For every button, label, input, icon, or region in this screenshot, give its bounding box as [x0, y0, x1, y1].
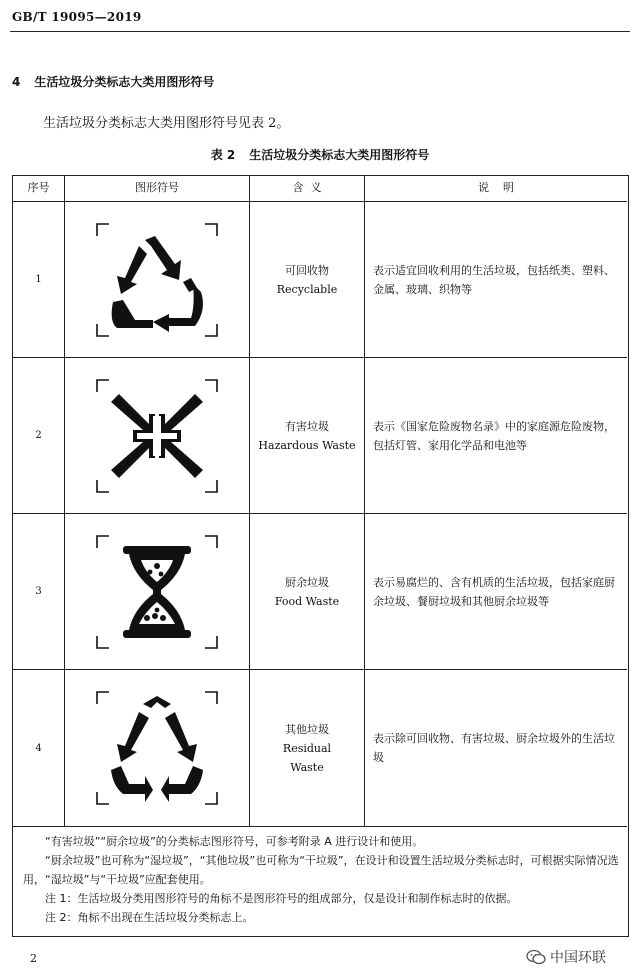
table-title-text: 生活垃圾分类标志大类用图形符号: [249, 148, 430, 162]
row-meaning: [250, 514, 364, 669]
meaning-en: Food Waste: [274, 594, 340, 608]
header-seq: 序号: [27, 181, 50, 194]
table-notes: [23, 832, 619, 927]
section-title: 生活垃圾分类标志大类用图形符号: [34, 75, 215, 89]
table-number: 表 2: [210, 148, 236, 162]
meaning-en: Recyclable: [276, 282, 338, 296]
row-divider: [13, 826, 627, 827]
open-triangle-arrows-icon: [65, 670, 249, 826]
intro-paragraph: 生活垃圾分类标志大类用图形符号见表 2。: [43, 116, 290, 131]
row-seq: 3: [35, 586, 42, 597]
watermark-text: 中国环联: [550, 950, 606, 966]
note-line: 注 1：生活垃圾分类用图形符号的角标不是图形符号的组成部分，仅是设计和制作标志时的依据。: [45, 892, 518, 905]
header-meaning: 含 义: [292, 181, 322, 194]
hourglass-food-icon: [65, 514, 249, 669]
row-meaning: [250, 202, 364, 357]
row-seq: 2: [35, 430, 42, 441]
header-rule: [10, 31, 630, 32]
row-description: 表示易腐烂的、含有机质的生活垃圾，包括家庭厨余垃圾、餐厨垃圾和其他厨余垃圾等: [373, 575, 615, 608]
header-description: 说 明: [478, 181, 514, 194]
inward-arrows-x-icon: [65, 358, 249, 513]
note-line: “厨余垃圾”也可称为“湿垃圾”，“其他垃圾”也可称为“干垃圾”，在设计和设置生活垃圾分类标志时，可根据实际情况选用，“湿垃圾”与“干垃圾”应配套使用。: [23, 854, 619, 886]
row-seq: 4: [35, 742, 42, 754]
row-description: 表示适宜回收利用的生活垃圾，包括纸类、塑料、金属、玻璃、织物等: [373, 263, 615, 296]
row-meaning: [250, 358, 364, 513]
meaning-cn: 可回收物: [285, 263, 329, 277]
standard-code: GB/T 19095—2019: [12, 10, 142, 24]
meaning-cn: 厨余垃圾: [285, 575, 329, 589]
meaning-cn: 其他垃圾: [285, 722, 329, 736]
section-number: 4: [12, 75, 21, 89]
header-symbol: 图形符号: [135, 181, 179, 194]
meaning-en: Residual: [282, 741, 332, 755]
note-line: “有害垃圾”“厨余垃圾”的分类标志图形符号，可参考附录 A 进行设计和使用。: [45, 835, 424, 848]
table-title: [0, 146, 640, 163]
section-heading: [12, 73, 214, 90]
meaning-en-line2: Waste: [290, 760, 324, 774]
row-seq: 1: [35, 274, 42, 285]
row-description: 表示除可回收物、有害垃圾、厨余垃圾外的生活垃圾: [373, 732, 615, 764]
symbol-table: [12, 175, 629, 937]
meaning-en: Hazardous Waste: [258, 438, 356, 452]
watermark: [526, 947, 606, 967]
note-line: 注 2：角标不出现在生活垃圾分类标志上。: [45, 911, 254, 924]
meaning-cn: 有害垃圾: [285, 419, 329, 433]
recycle-triangle-icon: [65, 202, 249, 357]
page-number: 2: [30, 952, 37, 965]
wechat-icon: [526, 949, 546, 965]
row-meaning: [250, 670, 364, 826]
row-description: 表示《国家危险废物名录》中的家庭源危险废物，包括灯管、家用化学品和电池等: [373, 419, 615, 452]
